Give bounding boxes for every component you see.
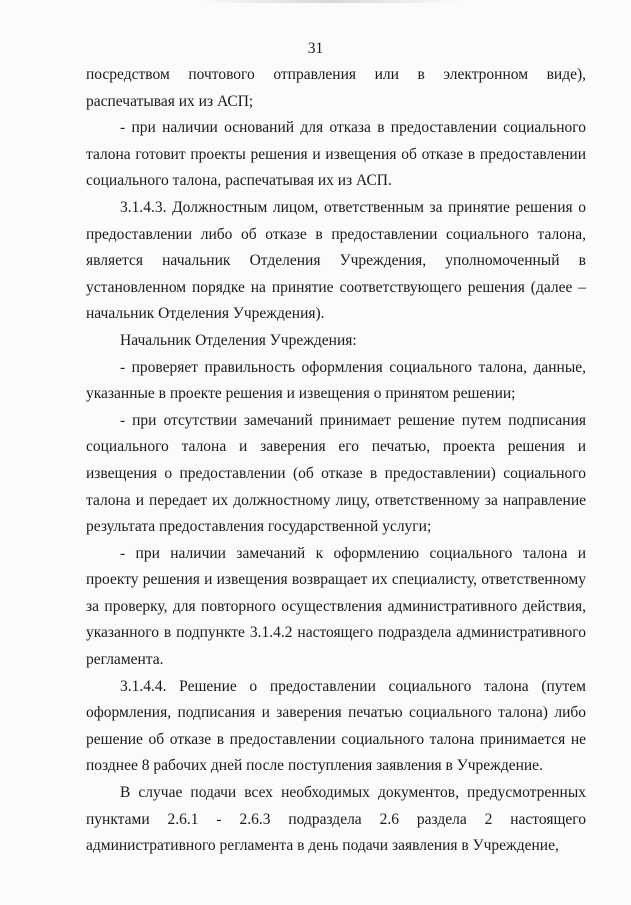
paragraph-checks-correctness: - проверяет правильность оформления социального талона, данные, указанные в проекте решения и извещения о принятом решении;	[86, 358, 586, 403]
document-body	[86, 62, 586, 860]
paragraph-all-documents: В случае подачи всех необходимых документов, предусмотренных пунктами 2.6.1 - 2.6.3 подраздела 2.6 раздела 2 настоящего административного регламента в день подачи заявления в Учреждение,	[86, 784, 586, 855]
paragraph-3-1-4-4: 3.1.4.4. Решение о предоставлении социального талона (путем оформления, подписания и заверения печатью социального талона) либо решение об отказе в предоставлении социального талона принимается не позднее 8 рабочих дней после поступления заявления в Учреждение.	[86, 677, 586, 775]
page-number: 31	[307, 40, 324, 57]
paragraph-no-remarks: - при отсутствии замечаний принимает решение путем подписания социального талона и заверения его печатью, проекта решения и извещения о предоставлении (об отказе в предоставлении) социального талона и передает их должностному лицу, ответственному за направление результата предоставления государственной услуги;	[86, 411, 586, 536]
paragraph-head-of-branch: Начальник Отделения Учреждения:	[120, 331, 357, 349]
paragraph-refusal-drafts: - при наличии оснований для отказа в предоставлении социального талона готовит проекты решения и извещения об отказе в предоставлении социального талона, распечатывая их из АСП.	[86, 119, 586, 190]
paragraph-3-1-4-3: 3.1.4.3. Должностным лицом, ответственным за принятие решения о предоставлении либо об отказе в предоставлении социального талона, является начальник Отделения Учреждения, уполномоченный в установленном порядке на принятие соответствующего решения (далее – начальник Отделения Учреждения).	[86, 198, 586, 323]
paragraph-continuation: посредством почтового отправления или в электронном виде), распечатывая их из АСП;	[86, 66, 586, 110]
scan-edge-mark	[200, 0, 460, 3]
paragraph-with-remarks: - при наличии замечаний к оформлению социального талона и проекту решения и извещения возвращает их специалисту, ответственному за проверку, для повторного осуществления административного действия, указанного в подпункте 3.1.4.2 настоящего подраздела административного регламента.	[86, 544, 586, 669]
